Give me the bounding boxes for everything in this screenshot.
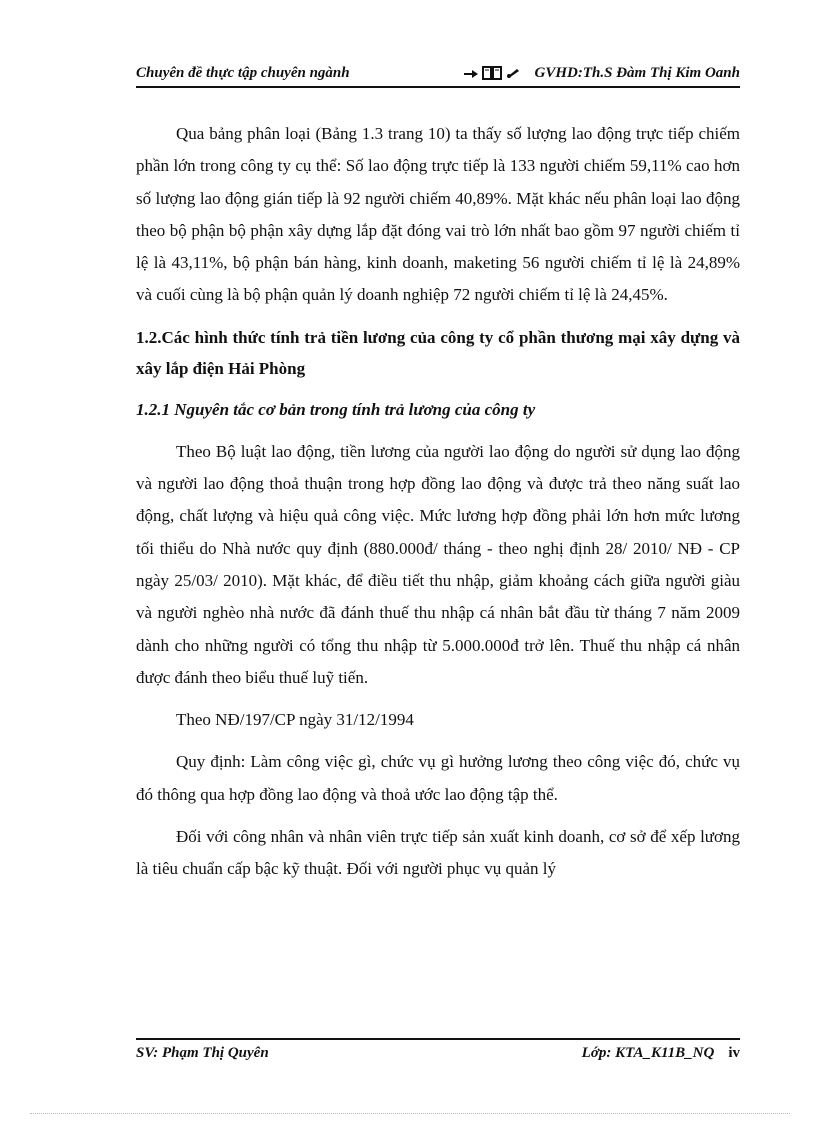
- page-footer: [136, 1038, 740, 1066]
- page-number: iv: [728, 1044, 740, 1061]
- book-icon: [482, 66, 502, 80]
- footer-student: SV: Phạm Thị Quyên: [136, 1044, 269, 1061]
- section-heading-1-2: 1.2.Các hình thức tính trả tiền lương của công ty cổ phần thương mại xây dựng và xây lắp điện Hải Phòng: [136, 327, 740, 378]
- page-bottom-divider: [30, 1113, 790, 1114]
- header-ornament: [463, 66, 521, 80]
- footer-class: Lớp: KTA_K11B_NQ: [581, 1044, 715, 1061]
- paragraph-decree: Theo NĐ/197/CP ngày 31/12/1994: [176, 710, 414, 730]
- header-left-text: Chuyên đề thực tập chuyên ngành: [136, 64, 350, 81]
- writing-hand-icon: [505, 67, 521, 79]
- paragraph-labor-classification: Qua bảng phân loại (Bảng 1.3 trang 10) ta thấy số lượng lao động trực tiếp chiếm phần lớn trong công ty cụ thể: Số lao động trực tiếp là 133 người chiếm 59,11% cao hơn số lượng lao động gián tiếp là 92 người chiếm 40,89%. Mặt khác nếu phân loại lao động theo bộ phận bộ phận xây dựng lắp đặt đóng vai trò lớn nhất bao gồm 97 người chiếm tỉ lệ là 43,11%, bộ phận bán hàng, kinh doanh, maketing 56 người chiếm tỉ lệ là 24,89% và cuối cùng là bộ phận quản lý doanh nghiệp 72 người chiếm tỉ lệ là 24,45%.: [136, 124, 740, 305]
- page-header: [136, 60, 740, 88]
- page-content: [136, 118, 740, 886]
- paragraph-labor-law: Theo Bộ luật lao động, tiền lương của người lao động do người sử dụng lao động và người lao động thoả thuận trong hợp đồng lao động và được trả theo năng suất lao động, chất lượng và hiệu quả công việc. Mức lương hợp đồng phải lớn hơn mức lương tối thiểu do Nhà nước quy định (880.000đ/ tháng - theo nghị định 28/ 2010/ NĐ - CP ngày 25/03/ 2010). Mặt khác, để điều tiết thu nhập, giảm khoảng cách giữa người giàu và người nghèo nhà nước đã đánh thuế thu nhập cá nhân bắt đầu từ tháng 7 năm 2009 dành cho những người có tổng thu nhập từ 5.000.000đ trở lên. Thuế thu nhập cá nhân được đánh theo biểu thuế luỹ tiến.: [136, 441, 740, 687]
- subsection-heading-1-2-1: 1.2.1 Nguyên tắc cơ bản trong tính trả lương của công ty: [136, 399, 536, 419]
- header-right-text: GVHD:Th.S Đàm Thị Kim Oanh: [534, 64, 740, 81]
- pointing-hand-icon: [463, 67, 479, 79]
- paragraph-salary-basis: Đối với công nhân và nhân viên trực tiếp sản xuất kinh doanh, cơ sở để xếp lương là tiêu chuẩn cấp bậc kỹ thuật. Đối với người phục vụ quản lý: [136, 827, 740, 879]
- paragraph-regulation: Quy định: Làm công việc gì, chức vụ gì hưởng lương theo công việc đó, chức vụ đó thông qua hợp đồng lao động và thoả ước lao động tập thể.: [136, 752, 740, 804]
